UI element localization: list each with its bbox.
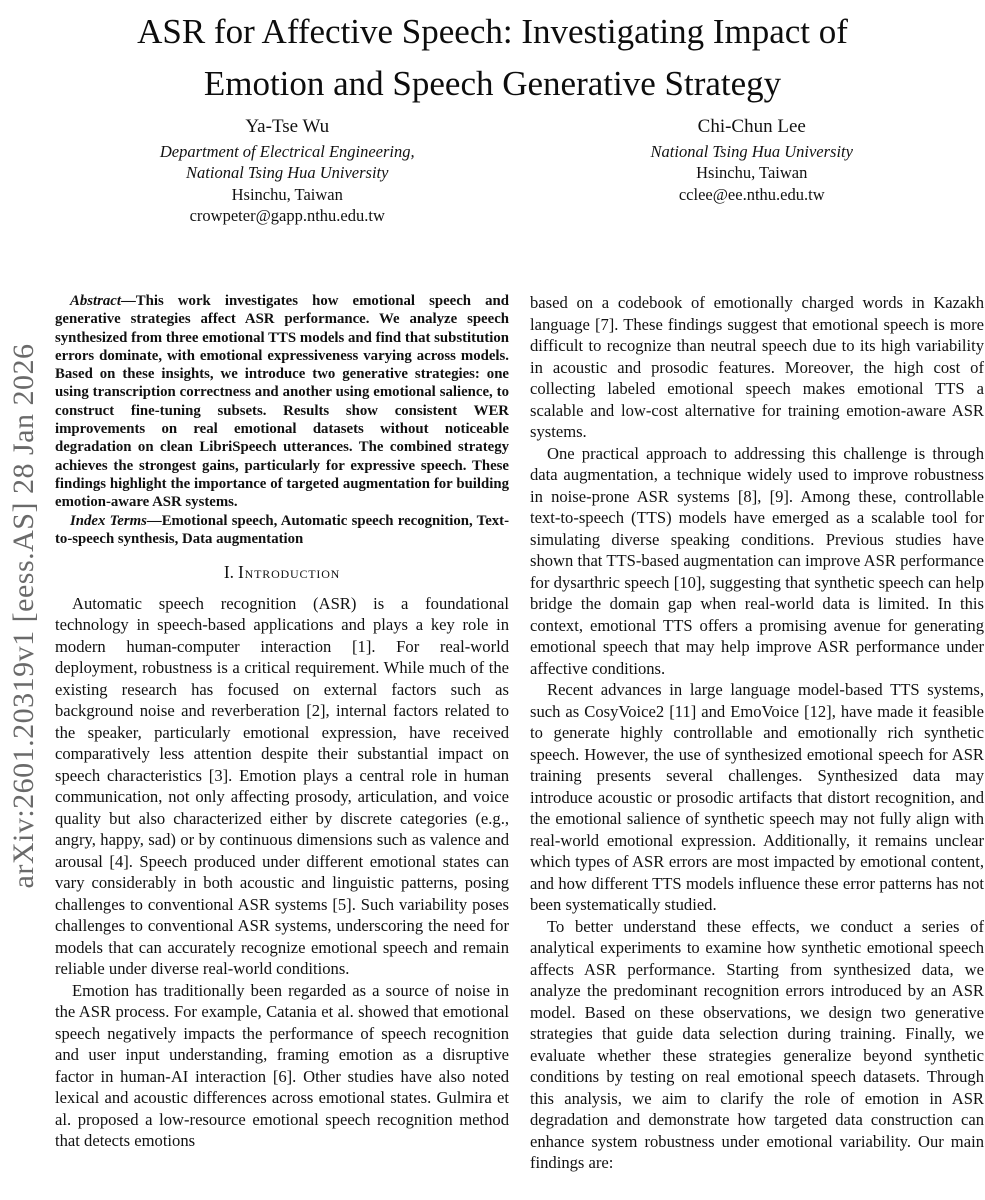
section-number: I. <box>223 562 235 583</box>
abstract-paragraph <box>55 292 509 512</box>
author-email: crowpeter@gapp.nthu.edu.tw <box>189 206 385 225</box>
author-block-1 <box>55 116 520 227</box>
paper-title <box>28 6 957 110</box>
author-block-2 <box>520 116 985 227</box>
author-name: Ya-Tse Wu <box>245 116 330 137</box>
paper-title-line2: Emotion and Speech Generative Strategy <box>203 64 782 103</box>
right-column <box>530 292 984 1200</box>
author-location: Hsinchu, Taiwan <box>696 163 808 182</box>
author-row <box>55 116 984 227</box>
abstract-label: Abstract <box>70 293 121 309</box>
body-paragraph: Emotion has traditionally been regarded as a source of noise in the ASR process. For example, Catania et al. showed that emotional speech negatively impacts the performance of speech recognition and user input understanding, framing emotion as a disruptive factor in human-AI interaction [6]. Other studies have also noted lexical and acoustic differences across emotional states. Gulmira et al. proposed a low-resource emotional speech recognition method that detects emotions <box>55 980 509 1151</box>
body-paragraph: based on a codebook of emotionally charged words in Kazakh language [7]. These findings suggest that emotional speech is more difficult to recognize than neutral speech due to its high variability in acoustic and prosodic features. Moreover, the high cost of collecting labeled emotional speech makes emotional TTS a scalable and low-cost alternative for training emotion-aware ASR systems. <box>530 293 984 441</box>
abstract-section <box>55 292 509 548</box>
arxiv-watermark: arXiv:2601.20319v1 [eess.AS] 28 Jan 2026 <box>7 343 40 889</box>
author-affiliation-line: National Tsing Hua University <box>650 141 853 161</box>
section-heading <box>55 562 509 584</box>
index-terms-text: —Emotional speech, Automatic speech recognition, Text-to-speech synthesis, Data augmentation <box>55 512 509 547</box>
body-paragraph: Recent advances in large language model-based TTS systems, such as CosyVoice2 [11] and EmoVoice [12], have made it feasible to generate highly controllable and emotionally rich synthetic speech. However, the use of synthesized emotional speech for ASR training presents several challenges. Synthesized data may introduce acoustic or prosodic artifacts that distort recognition, and the emotional salience of synthetic speech may not fully align with real-world emotional expression. Additionally, it remains unclear which types of ASR errors are most impacted by emotional content, and how different TTS models influence these error patterns has not been systematically studied. <box>530 680 984 914</box>
body-paragraph: To better understand these effects, we conduct a series of analytical experiments to examine how synthetic emotional speech affects ASR performance. Starting from synthesized data, we analyze the predominant recognition errors introduced by an ASR model. Based on these observations, we design two generative strategies that guide data selection during training. Finally, we evaluate whether these strategies generalize beyond synthetic conditions by testing on real emotional speech datasets. Through this analysis, we aim to clarify the role of emotion in ASR degradation and demonstrate how targeted data construction can enhance system robustness under emotional variability. Our main findings are: <box>530 916 984 1172</box>
abstract-text: —This work investigates how emotional speech and generative strategies affect ASR performance. We analyze speech synthesized from three emotional TTS models and find that substitution errors dominate, with emotional expressiveness varying across models. Based on these insights, we introduce two generative strategies: one using transcription correctness and another using emotional salience, to construct fine-tuning subsets. Results show consistent WER improvements on real emotional datasets without noticeable degradation on clean LibriSpeech utterances. The combined strategy achieves the strongest gains, particularly for expressive speech. These findings highlight the importance of targeted augmentation for building emotion-aware ASR systems. <box>55 293 509 511</box>
index-terms-paragraph <box>55 512 509 549</box>
body-paragraph: Automatic speech recognition (ASR) is a foundational technology in speech-based applications and plays a key role in modern human-computer interaction [1]. For real-world deployment, robustness is a critical requirement. While much of the existing research has focused on external factors such as background noise and reverberation [2], internal factors related to the speaker, particularly emotional expression, have received comparatively less attention despite their substantial impact on speech characteristics [3]. Emotion plays a central role in human communication, not only affecting prosody, articulation, and voice quality but also characterized either by discrete categories (e.g., angry, happy, sad) or by continuous dimensions such as valence and arousal [4]. Speech produced under different emotional states can vary considerably in both acoustic and linguistic patterns, posing challenges to conventional ASR systems [5]. Such variability poses challenges to conventional ASR systems, underscoring the need for models that can accurately recognize emotional speech and remain reliable under diverse real-world conditions. <box>55 593 509 979</box>
author-email: cclee@ee.nthu.edu.tw <box>678 184 825 204</box>
author-location: Hsinchu, Taiwan <box>231 184 343 204</box>
author-affiliation-line: Department of Electrical Engineering, <box>159 141 415 161</box>
paper-title-line1: ASR for Affective Speech: Investigating Impact of <box>137 12 848 51</box>
author-affiliation-line: National Tsing Hua University <box>186 163 389 182</box>
body-paragraph: One practical approach to addressing this challenge is through data augmentation, a technique widely used to improve robustness in noise-prone ASR systems [8], [9]. Among these, controllable text-to-speech (TTS) models have emerged as a scalable tool for simulating diverse speaking conditions. Previous studies have shown that TTS-based augmentation can improve ASR performance for dysarthric speech [10], suggesting that synthetic speech can help bridge the domain gap when real-world data is limited. In this context, emotional TTS offers a promising avenue for generating emotional speech that may help improve ASR performance under affective conditions. <box>530 443 984 678</box>
section-title: Introduction <box>238 562 341 583</box>
left-column <box>55 292 509 1200</box>
author-name: Chi-Chun Lee <box>697 116 806 137</box>
index-terms-label: Index Terms <box>70 512 147 529</box>
